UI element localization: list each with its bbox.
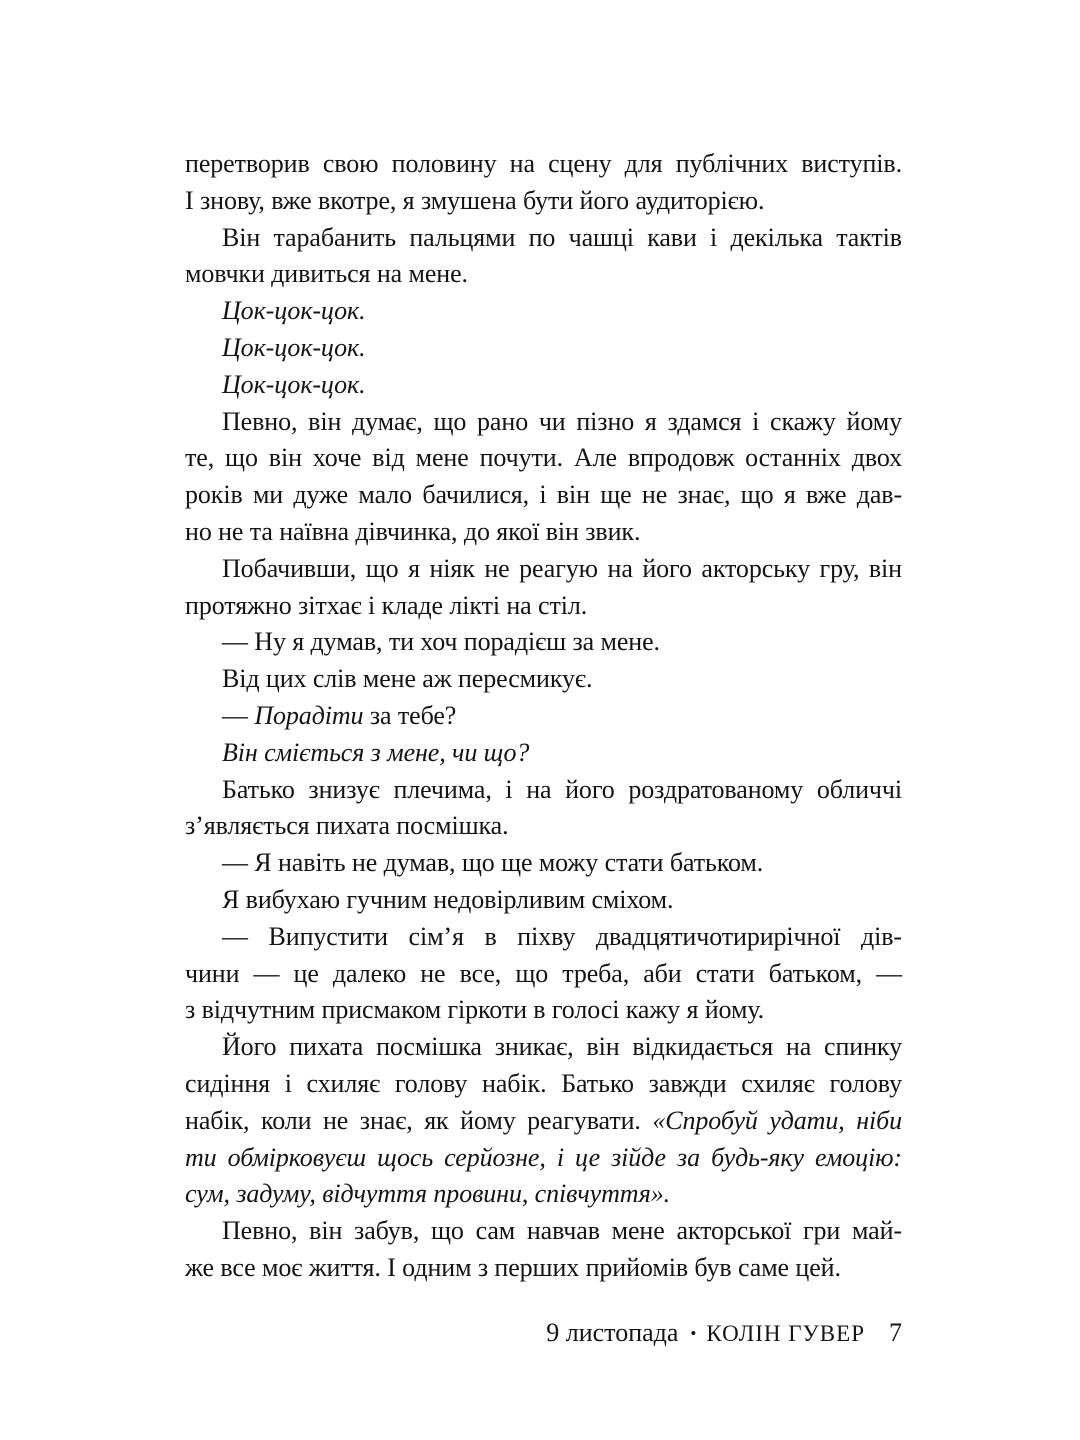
paragraph-line — [185, 919, 902, 956]
body-text: Батько знизує плечима, і на його роздратованому обличчі — [222, 774, 902, 804]
italic-text: Порадіти — [254, 700, 364, 730]
italic-text: ти обмірковуєш щось серйозне, і це зійде за будь-яку емоцію: — [185, 1142, 902, 1172]
paragraph-line — [185, 845, 902, 882]
paragraph — [185, 367, 902, 404]
paragraph-line — [185, 808, 902, 845]
body-text: мовчки дивиться на мене. — [185, 259, 468, 289]
body-text: Від цих слів мене аж пересмикує. — [222, 664, 593, 694]
body-text: Певно, він забув, що сам навчав мене акторської гри май- — [222, 1216, 902, 1246]
footer-chapter-title: 9 листопада — [546, 1318, 679, 1347]
italic-text: сум, задуму, відчуття провини, співчуття». — [185, 1179, 671, 1209]
body-text: перетворив свою половину на сцену для публічних виступів. — [185, 149, 902, 178]
paragraph-line — [185, 256, 902, 293]
footer-author-name: КОЛІН ГУВЕР — [706, 1321, 865, 1346]
paragraph-line — [185, 956, 902, 993]
text-block — [185, 146, 902, 1287]
paragraph-line — [185, 220, 902, 257]
body-text: Побачивши, що я ніяк не реагую на його акторську гру, він — [222, 553, 902, 583]
body-text: років ми дуже мало бачилися, і він ще не знає, що я вже дав- — [185, 480, 902, 510]
body-text: І знову, вже вкотре, я змушена бути його аудиторією. — [185, 185, 765, 215]
paragraph — [185, 772, 902, 846]
paragraph — [185, 1213, 902, 1287]
paragraph-line — [185, 514, 902, 551]
body-text: протяжно зітхає і кладе лікті на стіл. — [185, 590, 588, 620]
italic-text: Цок-цок-цок. — [222, 332, 366, 362]
body-text: — Я навіть не думав, що ще можу стати батьком. — [222, 848, 764, 878]
body-text: те, що він хоче від мене почути. Але впродовж останніх двох — [185, 443, 902, 473]
italic-text: Він сміється з мене, чи що? — [222, 737, 530, 767]
paragraph-line — [185, 367, 902, 404]
paragraph-line — [185, 404, 902, 441]
paragraph-line — [185, 183, 902, 220]
paragraph-line — [185, 330, 902, 367]
body-text: же все моє життя. І одним з перших прийомів був саме цей. — [185, 1252, 841, 1282]
paragraph — [185, 845, 902, 882]
paragraph-line — [185, 735, 902, 772]
running-footer — [185, 1316, 902, 1351]
body-text: Його пихата посмішка зникає, він відкидається на спинку — [222, 1032, 902, 1062]
body-text: за тебе? — [363, 700, 457, 730]
paragraph-line — [185, 293, 902, 330]
paragraph — [185, 220, 902, 294]
paragraph-line — [185, 1213, 902, 1250]
paragraph-line — [185, 1066, 902, 1103]
paragraph-line — [185, 440, 902, 477]
italic-text: «Спробуй удати, ніби — [652, 1105, 902, 1135]
paragraph — [185, 551, 902, 625]
paragraph-line — [185, 698, 902, 735]
footer-page-number: 7 — [889, 1318, 902, 1347]
body-text: з’являється пихата посмішка. — [185, 811, 509, 841]
paragraph-line — [185, 1140, 902, 1177]
paragraph-line — [185, 772, 902, 809]
paragraph-line — [185, 661, 902, 698]
body-text: Певно, він думає, що рано чи пізно я здамся і скажу йому — [222, 406, 902, 436]
paragraph — [185, 919, 902, 1029]
body-text: Я вибухаю гучним недовірливим сміхом. — [222, 884, 674, 914]
paragraph — [185, 146, 902, 220]
paragraph-line — [185, 1103, 902, 1140]
body-text: сидіння і схиляє голову набік. Батько завжди схиляє голову — [185, 1068, 902, 1098]
paragraph-line — [185, 588, 902, 625]
paragraph — [185, 1029, 902, 1213]
body-text: набік, коли не знає, як йому реагувати. — [185, 1105, 653, 1135]
paragraph-line — [185, 882, 902, 919]
paragraph — [185, 698, 902, 735]
paragraph-line — [185, 146, 902, 183]
italic-text: Цок-цок-цок. — [222, 296, 366, 326]
paragraph — [185, 404, 902, 551]
body-text: Він тарабанить пальцями по чашці кави і декілька тактів — [222, 222, 902, 252]
paragraph — [185, 330, 902, 367]
paragraph-line — [185, 551, 902, 588]
body-text: но не та наївна дівчинка, до якої він звик. — [185, 516, 641, 546]
body-text: — Ну я думав, ти хоч порадієш за мене. — [222, 627, 660, 657]
paragraph — [185, 735, 902, 772]
body-text: з відчутним присмаком гіркоти в голосі кажу я йому. — [185, 995, 765, 1025]
paragraph-line — [185, 1029, 902, 1066]
body-text: — — [222, 700, 255, 730]
paragraph — [185, 661, 902, 698]
paragraph-line — [185, 992, 902, 1029]
paragraph-line — [185, 1250, 902, 1287]
footer-bullet-separator: • — [690, 1324, 697, 1343]
paragraph — [185, 624, 902, 661]
body-text: — Випустити сім’я в піхву двадцятичотирирічної дів- — [222, 921, 902, 951]
paragraph-line — [185, 1176, 902, 1213]
paragraph — [185, 293, 902, 330]
paragraph-line — [185, 477, 902, 514]
paragraph-line — [185, 624, 902, 661]
body-text: чини — це далеко не все, що треба, аби стати батьком, — — [185, 958, 902, 988]
paragraph — [185, 882, 902, 919]
italic-text: Цок-цок-цок. — [222, 369, 366, 399]
